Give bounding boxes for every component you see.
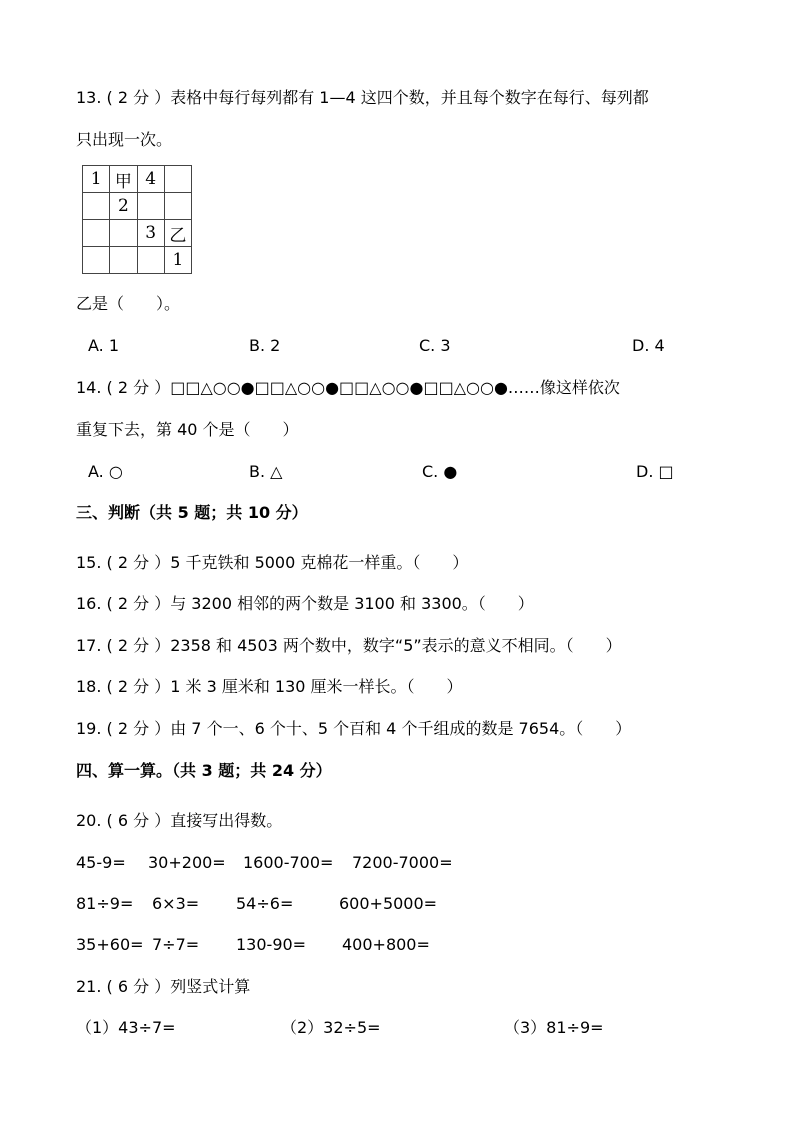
q18-text: 18. ( 2 分 ）1 米 3 厘米和 130 厘米一样长。（ ） bbox=[76, 677, 463, 696]
grid-cell bbox=[83, 220, 110, 247]
q21-item-1: （1）43÷7= bbox=[76, 1018, 176, 1037]
grid-cell bbox=[137, 193, 164, 220]
grid-cell bbox=[164, 166, 191, 193]
q19-text: 19. ( 2 分 ）由 7 个一、6 个十、5 个百和 4 个千组成的数是 7654。（ ） bbox=[76, 719, 632, 738]
q20-title: 20. ( 6 分 ）直接写出得数。 bbox=[76, 811, 283, 830]
q14-option-b: B. △ bbox=[249, 462, 283, 481]
grid-cell bbox=[110, 247, 137, 274]
q13-question: 乙是（ ）。 bbox=[76, 294, 181, 313]
calc-item: 1600-700= bbox=[243, 853, 334, 872]
number-grid bbox=[82, 165, 192, 274]
q21-title: 21. ( 6 分 ）列竖式计算 bbox=[76, 977, 251, 996]
q14-option-d: D. □ bbox=[636, 462, 674, 481]
grid-cell: 1 bbox=[83, 166, 110, 193]
section-3-heading: 三、判断（共 5 题；共 10 分） bbox=[76, 503, 308, 522]
calc-item: 30+200= bbox=[148, 853, 226, 872]
calc-item: 600+5000= bbox=[339, 894, 438, 913]
calc-item: 81÷9= bbox=[76, 894, 134, 913]
calc-item: 35+60= bbox=[76, 935, 144, 954]
grid-cell: 2 bbox=[110, 193, 137, 220]
calc-item: 6×3= bbox=[152, 894, 200, 913]
q17-text: 17. ( 2 分 ）2358 和 4503 两个数中，数字“5”表示的意义不相同。（ ） bbox=[76, 636, 622, 655]
calc-item: 400+800= bbox=[342, 935, 430, 954]
q13-text-line2: 只出现一次。 bbox=[76, 130, 173, 149]
grid-cell: 3 bbox=[137, 220, 164, 247]
calc-item: 54÷6= bbox=[236, 894, 294, 913]
q14-text-line1: 14. ( 2 分 ）□□△○○●□□△○○●□□△○○●□□△○○●……像这样依次 bbox=[76, 378, 620, 397]
grid-cell: 4 bbox=[137, 166, 164, 193]
q14-text-line2: 重复下去，第 40 个是（ ） bbox=[76, 420, 299, 439]
grid-cell bbox=[137, 247, 164, 274]
calc-item: 130-90= bbox=[236, 935, 307, 954]
q13-option-b: B. 2 bbox=[249, 336, 281, 355]
grid-cell bbox=[164, 193, 191, 220]
q13-option-a: A. 1 bbox=[88, 336, 120, 355]
grid-cell bbox=[110, 220, 137, 247]
q13-option-c: C. 3 bbox=[419, 336, 451, 355]
grid-cell: 乙 bbox=[164, 220, 191, 247]
q16-text: 16. ( 2 分 ）与 3200 相邻的两个数是 3100 和 3300。（ ） bbox=[76, 594, 534, 613]
grid-cell: 1 bbox=[164, 247, 191, 274]
grid-cell bbox=[83, 193, 110, 220]
q21-item-2: （2）32÷5= bbox=[281, 1018, 381, 1037]
calc-item: 7200-7000= bbox=[352, 853, 453, 872]
q14-option-a: A. ○ bbox=[88, 462, 123, 481]
section-4-heading: 四、算一算。（共 3 题；共 24 分） bbox=[76, 761, 332, 780]
q13-option-d: D. 4 bbox=[632, 336, 665, 355]
q21-item-3: （3）81÷9= bbox=[504, 1018, 604, 1037]
calc-item: 7÷7= bbox=[152, 935, 200, 954]
grid-cell: 甲 bbox=[110, 166, 137, 193]
grid-cell bbox=[83, 247, 110, 274]
q13-text-line1: 13. ( 2 分 ）表格中每行每列都有 1—4 这四个数，并且每个数字在每行、每列都 bbox=[76, 88, 649, 107]
calc-item: 45-9= bbox=[76, 853, 126, 872]
q14-option-c: C. ● bbox=[422, 462, 458, 481]
q15-text: 15. ( 2 分 ）5 千克铁和 5000 克棉花一样重。（ ） bbox=[76, 553, 469, 572]
